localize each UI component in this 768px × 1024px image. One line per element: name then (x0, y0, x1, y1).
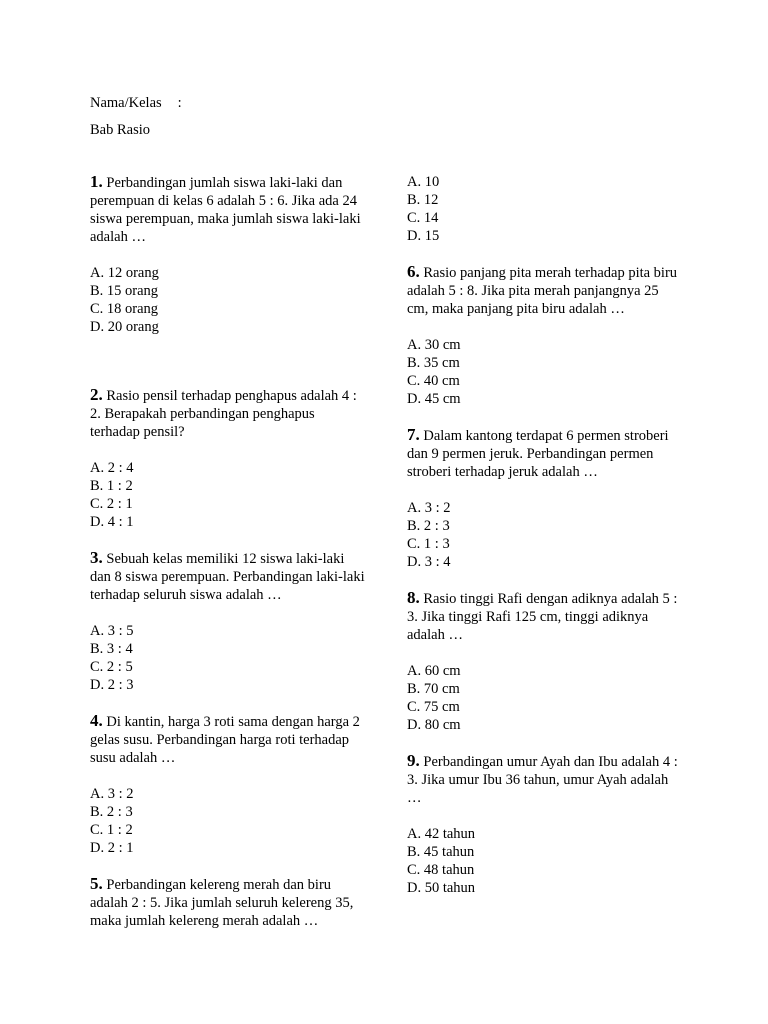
option-a: A. 2 : 4 (90, 460, 134, 476)
option-a: A. 30 cm (407, 337, 461, 353)
option-c: C. 40 cm (407, 373, 460, 389)
option-a: A. 42 tahun (407, 826, 476, 842)
name-class-colon: : (177, 95, 182, 111)
option-d: D. 2 : 3 (90, 677, 134, 693)
option-c: C. 2 : 5 (90, 659, 133, 675)
question-number: 6. (407, 262, 420, 281)
right-column (407, 173, 682, 915)
question-7 (407, 426, 682, 571)
question-number: 1. (90, 172, 103, 191)
name-class-line (90, 94, 182, 112)
option-d: D. 4 : 1 (90, 514, 134, 530)
option-c: C. 1 : 3 (407, 536, 450, 552)
option-a: A. 3 : 2 (407, 500, 451, 516)
option-b: B. 1 : 2 (90, 478, 133, 494)
question-9 (407, 752, 682, 897)
option-d: D. 2 : 1 (90, 840, 134, 856)
option-b: B. 2 : 3 (90, 804, 133, 820)
option-b: B. 3 : 4 (90, 641, 133, 657)
option-a: A. 10 (407, 174, 440, 190)
option-d: D. 80 cm (407, 717, 461, 733)
question-number: 3. (90, 548, 103, 567)
question-8 (407, 589, 682, 734)
option-b: B. 70 cm (407, 681, 460, 697)
option-d: D. 15 (407, 228, 440, 244)
question-text: 5. Perbandingan kelereng merah dan biru adalah 2 : 5. Jika jumlah seluruh kelereng 35, maka jumlah kelereng merah adalah … (90, 874, 354, 929)
spacer (90, 354, 365, 386)
options-list (90, 622, 365, 694)
question-text: 1. Perbandingan jumlah siswa laki-laki dan perempuan di kelas 6 adalah 5 : 6. Jika ada 24 siswa perempuan, maka jumlah siswa laki-laki adalah … (90, 172, 361, 245)
option-b: B. 2 : 3 (407, 518, 450, 534)
question-text: 2. Rasio pensil terhadap penghapus adalah 4 : 2. Berapakah perbandingan penghapus terhadap pensil? (90, 385, 357, 440)
option-a: A. 3 : 2 (90, 786, 134, 802)
question-2 (90, 386, 365, 531)
options-list (407, 825, 682, 897)
option-a: A. 60 cm (407, 663, 461, 679)
question-5-options (407, 173, 682, 245)
option-d: D. 45 cm (407, 391, 461, 407)
question-4 (90, 712, 365, 857)
question-text: 4. Di kantin, harga 3 roti sama dengan harga 2 gelas susu. Perbandingan harga roti terhadap susu adalah … (90, 711, 360, 766)
option-d: D. 3 : 4 (407, 554, 451, 570)
question-text: 9. Perbandingan umur Ayah dan Ibu adalah 4 : 3. Jika umur Ibu 36 tahun, umur Ayah adalah … (407, 751, 678, 806)
question-5 (90, 875, 365, 930)
question-3 (90, 549, 365, 694)
option-b: B. 45 tahun (407, 844, 475, 860)
name-class-label: Nama/Kelas (90, 95, 162, 111)
options-list (90, 264, 365, 336)
option-c: C. 75 cm (407, 699, 460, 715)
options-list (407, 499, 682, 571)
option-b: B. 12 (407, 192, 439, 208)
option-d: D. 50 tahun (407, 880, 476, 896)
option-c: C. 18 orang (90, 301, 159, 317)
question-1 (90, 173, 365, 336)
question-text: 7. Dalam kantong terdapat 6 permen stroberi dan 9 permen jeruk. Perbandingan permen stroberi terhadap jeruk adalah … (407, 425, 669, 480)
question-number: 8. (407, 588, 420, 607)
question-number: 5. (90, 874, 103, 893)
option-a: A. 12 orang (90, 265, 159, 281)
options-list (90, 785, 365, 857)
question-number: 9. (407, 751, 420, 770)
question-text: 8. Rasio tinggi Rafi dengan adiknya adalah 5 : 3. Jika tinggi Rafi 125 cm, tinggi adiknya adalah … (407, 588, 678, 643)
subject-title: Bab Rasio (90, 122, 151, 138)
option-c: C. 48 tahun (407, 862, 475, 878)
option-c: C. 14 (407, 210, 439, 226)
question-number: 7. (407, 425, 420, 444)
left-column (90, 173, 365, 948)
worksheet-header (90, 94, 182, 148)
option-d: D. 20 orang (90, 319, 159, 335)
options-list (90, 459, 365, 531)
question-text: 6. Rasio panjang pita merah terhadap pita biru adalah 5 : 8. Jika pita merah panjangnya 25 cm, maka panjang pita biru adalah … (407, 262, 678, 317)
option-b: B. 15 orang (90, 283, 159, 299)
option-c: C. 1 : 2 (90, 822, 133, 838)
question-number: 2. (90, 385, 103, 404)
options-list (407, 662, 682, 734)
option-c: C. 2 : 1 (90, 496, 133, 512)
option-b: B. 35 cm (407, 355, 460, 371)
question-number: 4. (90, 711, 103, 730)
option-a: A. 3 : 5 (90, 623, 134, 639)
question-6 (407, 263, 682, 408)
options-list (407, 336, 682, 408)
question-text: 3. Sebuah kelas memiliki 12 siswa laki-laki dan 8 siswa perempuan. Perbandingan laki-laki terhadap seluruh siswa adalah … (90, 548, 365, 603)
